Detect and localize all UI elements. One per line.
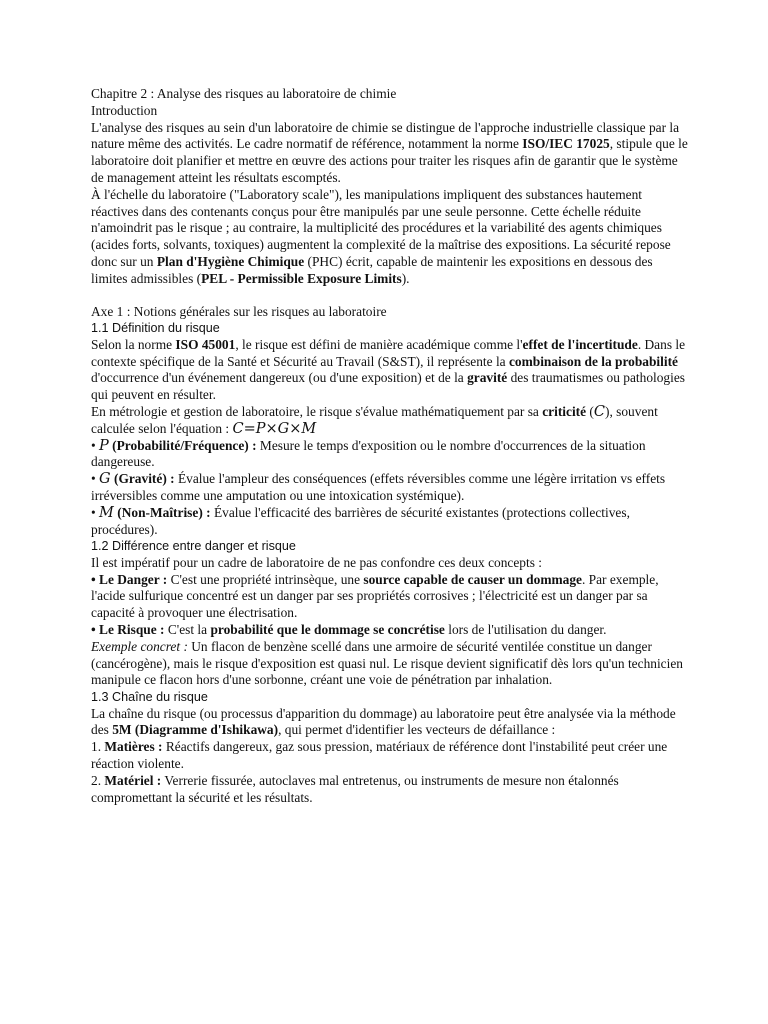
section-1-3-heading: 1.3 Chaîne du risque <box>91 690 208 705</box>
criticity-paragraph: En métrologie et gestion de laboratoire, le risque s'évalue mathématiquement par sa criticité (C), souvent calculée selon l'équation : C=P×G×M <box>91 403 658 437</box>
bullet-non-mastery: • M (Non-Maîtrise) : Évalue l'efficacité des barrières de sécurité existantes (protections collectives, procédures). <box>91 504 630 537</box>
section-1-2-heading: 1.2 Différence entre danger et risque <box>91 539 296 554</box>
intro-paragraph-2: À l'échelle du laboratoire ("Laboratory scale"), les manipulations impliquent des substances hautement réactives dans des contenants conçus pour être manipulés par une seule personne. Cette échelle réduite n'amoindrit pas le risque ; au contraire, la multiplicité des procédures et la variabilité des agents chimiques (acides forts, solvants, toxiques) augmentent la complexité de la maîtrise des expositions. La sécurité repose donc sur un Plan d'Hygiène Chimique (PHC) écrit, capable de maintenir les expositions en dessous des limites admissibles (PEL - Permissible Exposure Limits). <box>91 186 671 286</box>
intro-heading: Introduction <box>91 102 158 118</box>
concrete-example: Exemple concret : Un flacon de benzène scellé dans une armoire de sécurité ventilée constitue un danger (cancérogène), mais le risque d'exposition est quasi nul. Le risque devient significatif dès lors qu'un technicien manipule ce flacon hors d'une sorbonne, créant une voie de pénétration par inhalation. <box>91 638 683 688</box>
danger-definition: • Le Danger : C'est une propriété intrinsèque, une source capable de causer un dommage. Par exemple, l'acide sulfurique concentré est un danger par ses propriétés corrosives ; l'électricité est un danger par sa capacité à provoquer une électrisation. <box>91 571 659 621</box>
list-item-matieres: 1. Matières : Réactifs dangereux, gaz sous pression, matériaux de référence dont l'instabilité peut créer une réaction violente. <box>91 739 668 771</box>
axe1-title: Axe 1 : Notions générales sur les risques au laboratoire <box>91 303 387 319</box>
chapter-title: Chapitre 2 : Analyse des risques au laboratoire de chimie <box>91 86 397 101</box>
section-1-1-heading: 1.1 Définition du risque <box>91 321 220 336</box>
bullet-probability: • P (Probabilité/Fréquence) : Mesure le temps d'exposition ou le nombre d'occurrences de la situation dangereuse. <box>91 437 646 470</box>
risk-definition-paragraph: Selon la norme ISO 45001, le risque est défini de manière académique comme l'effet de l'incertitude. Dans le contexte spécifique de la Santé et Sécurité au Travail (S&ST), il représente la combinaison de la probabilité d'occurrence d'un événement dangereux (ou d'une exposition) et de la gravité des traumatismes ou pathologies qui peuvent en résulter. <box>91 336 686 403</box>
bullet-gravity: • G (Gravité) : Évalue l'ampleur des conséquences (effets réversibles comme une légère irritation vs effets irréversibles comme une amputation ou une intoxication systémique). <box>91 471 666 503</box>
intro-paragraph-1: L'analyse des risques au sein d'un laboratoire de chimie se distingue de l'approche industrielle classique par la nature même des activités. Le cadre normatif de référence, notamment la norme ISO/IEC 17025, stipule que le laboratoire doit planifier et mettre en œuvre des actions pour traiter les risques afin de garantir que le système de management atteint les résultats escomptés. <box>91 119 688 185</box>
risk-definition: • Le Risque : C'est la probabilité que le dommage se concrétise lors de l'utilisation du danger. <box>91 621 607 637</box>
risk-chain-intro: La chaîne du risque (ou processus d'apparition du dommage) au laboratoire peut être analysée via la méthode des 5M (Diagramme d'Ishikawa), qui permet d'identifier les vecteurs de défaillance : <box>91 705 676 738</box>
criticity-equation: C=P×G×M <box>232 420 317 437</box>
danger-risk-intro: Il est impératif pour un cadre de laboratoire de ne pas confondre ces deux concepts : <box>91 554 543 570</box>
document-body <box>91 86 691 806</box>
list-item-materiel: 2. Matériel : Verrerie fissurée, autoclaves mal entretenus, ou instruments de mesure non étalonnés compromettant la sécurité et les résultats. <box>91 772 619 805</box>
criticity-symbol: C <box>593 403 605 420</box>
